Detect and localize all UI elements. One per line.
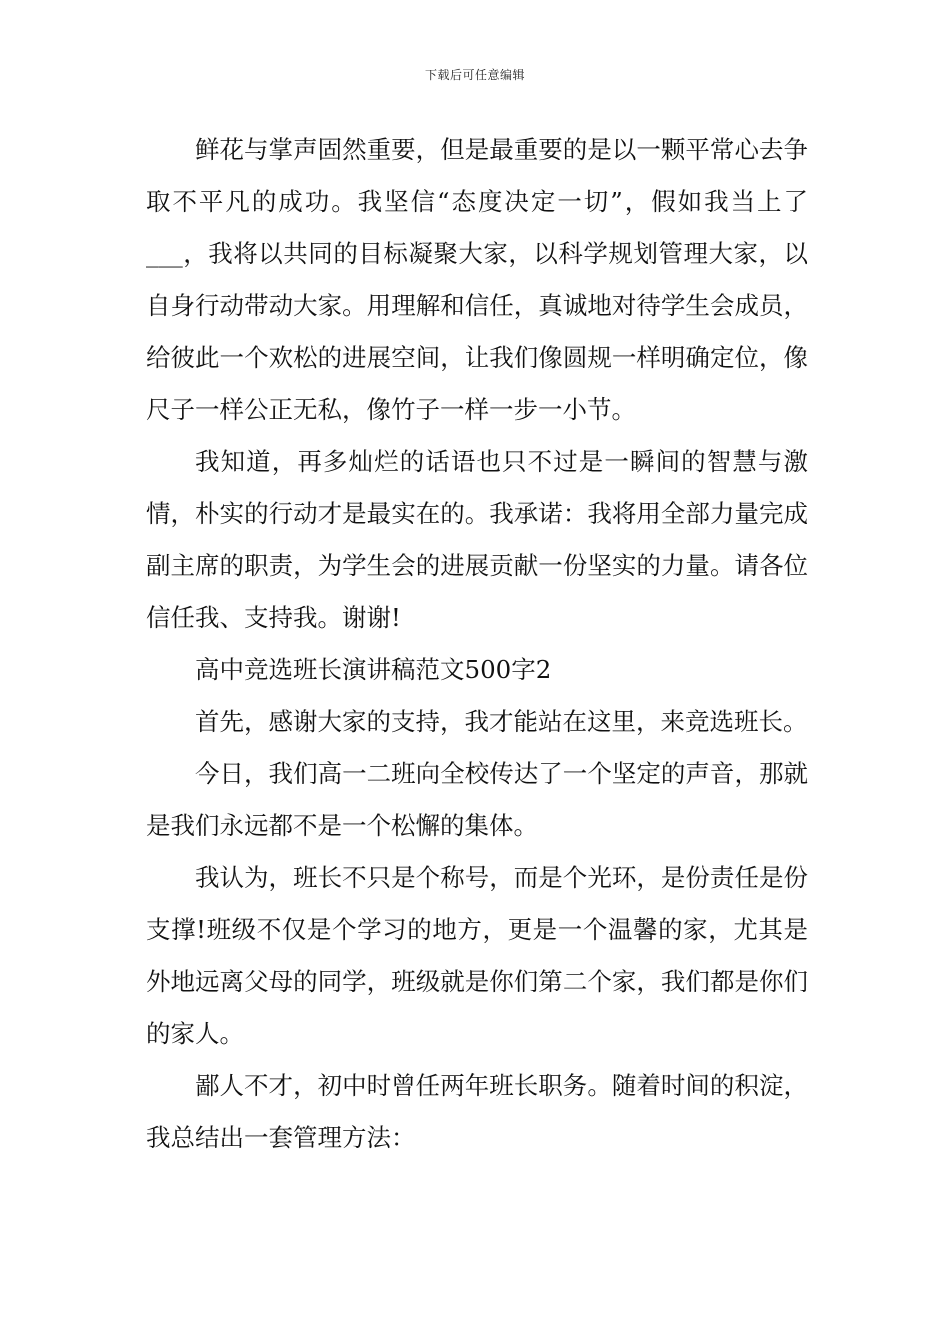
document-body — [146, 124, 808, 1164]
section-heading: 高中竞选班长演讲稿范文500字2 — [195, 655, 552, 684]
paragraph: 今日，我们高一二班向全校传达了一个坚定的声音，那就是我们永远都不是一个松懈的集体。 — [146, 759, 808, 840]
paragraph: 鄙人不才，初中时曾任两年班长职务。随着时间的积淀，我总结出一套管理方法： — [146, 1071, 808, 1152]
paragraph: 首先，感谢大家的支持，我才能站在这里，来竞选班长。 — [195, 707, 808, 736]
paragraph: 我认为，班长不只是个称号，而是个光环，是份责任是份支撑!班级不仅是个学习的地方，更是一个温馨的家，尤其是外地远离父母的同学，班级就是你们第二个家，我们都是你们的家人。 — [146, 863, 808, 1048]
page-header: 下载后可任意编辑 — [424, 68, 525, 82]
paragraph: 我知道，再多灿烂的话语也只不过是一瞬间的智慧与激情，朴实的行动才是最实在的。我承诺：我将用全部力量完成副主席的职责，为学生会的进展贡献一份坚实的力量。请各位信任我、支持我。谢谢! — [146, 447, 808, 632]
paragraph: 鲜花与掌声固然重要，但是最重要的是以一颗平常心去争取不平凡的成功。我坚信“态度决定一切”，假如我当上了___，我将以共同的目标凝聚大家，以科学规划管理大家，以自身行动带动大家。用理解和信任，真诚地对待学生会成员，给彼此一个欢松的进展空间，让我们像圆规一样明确定位，像尺子一样公正无私，像竹子一样一步一小节。 — [146, 135, 808, 424]
